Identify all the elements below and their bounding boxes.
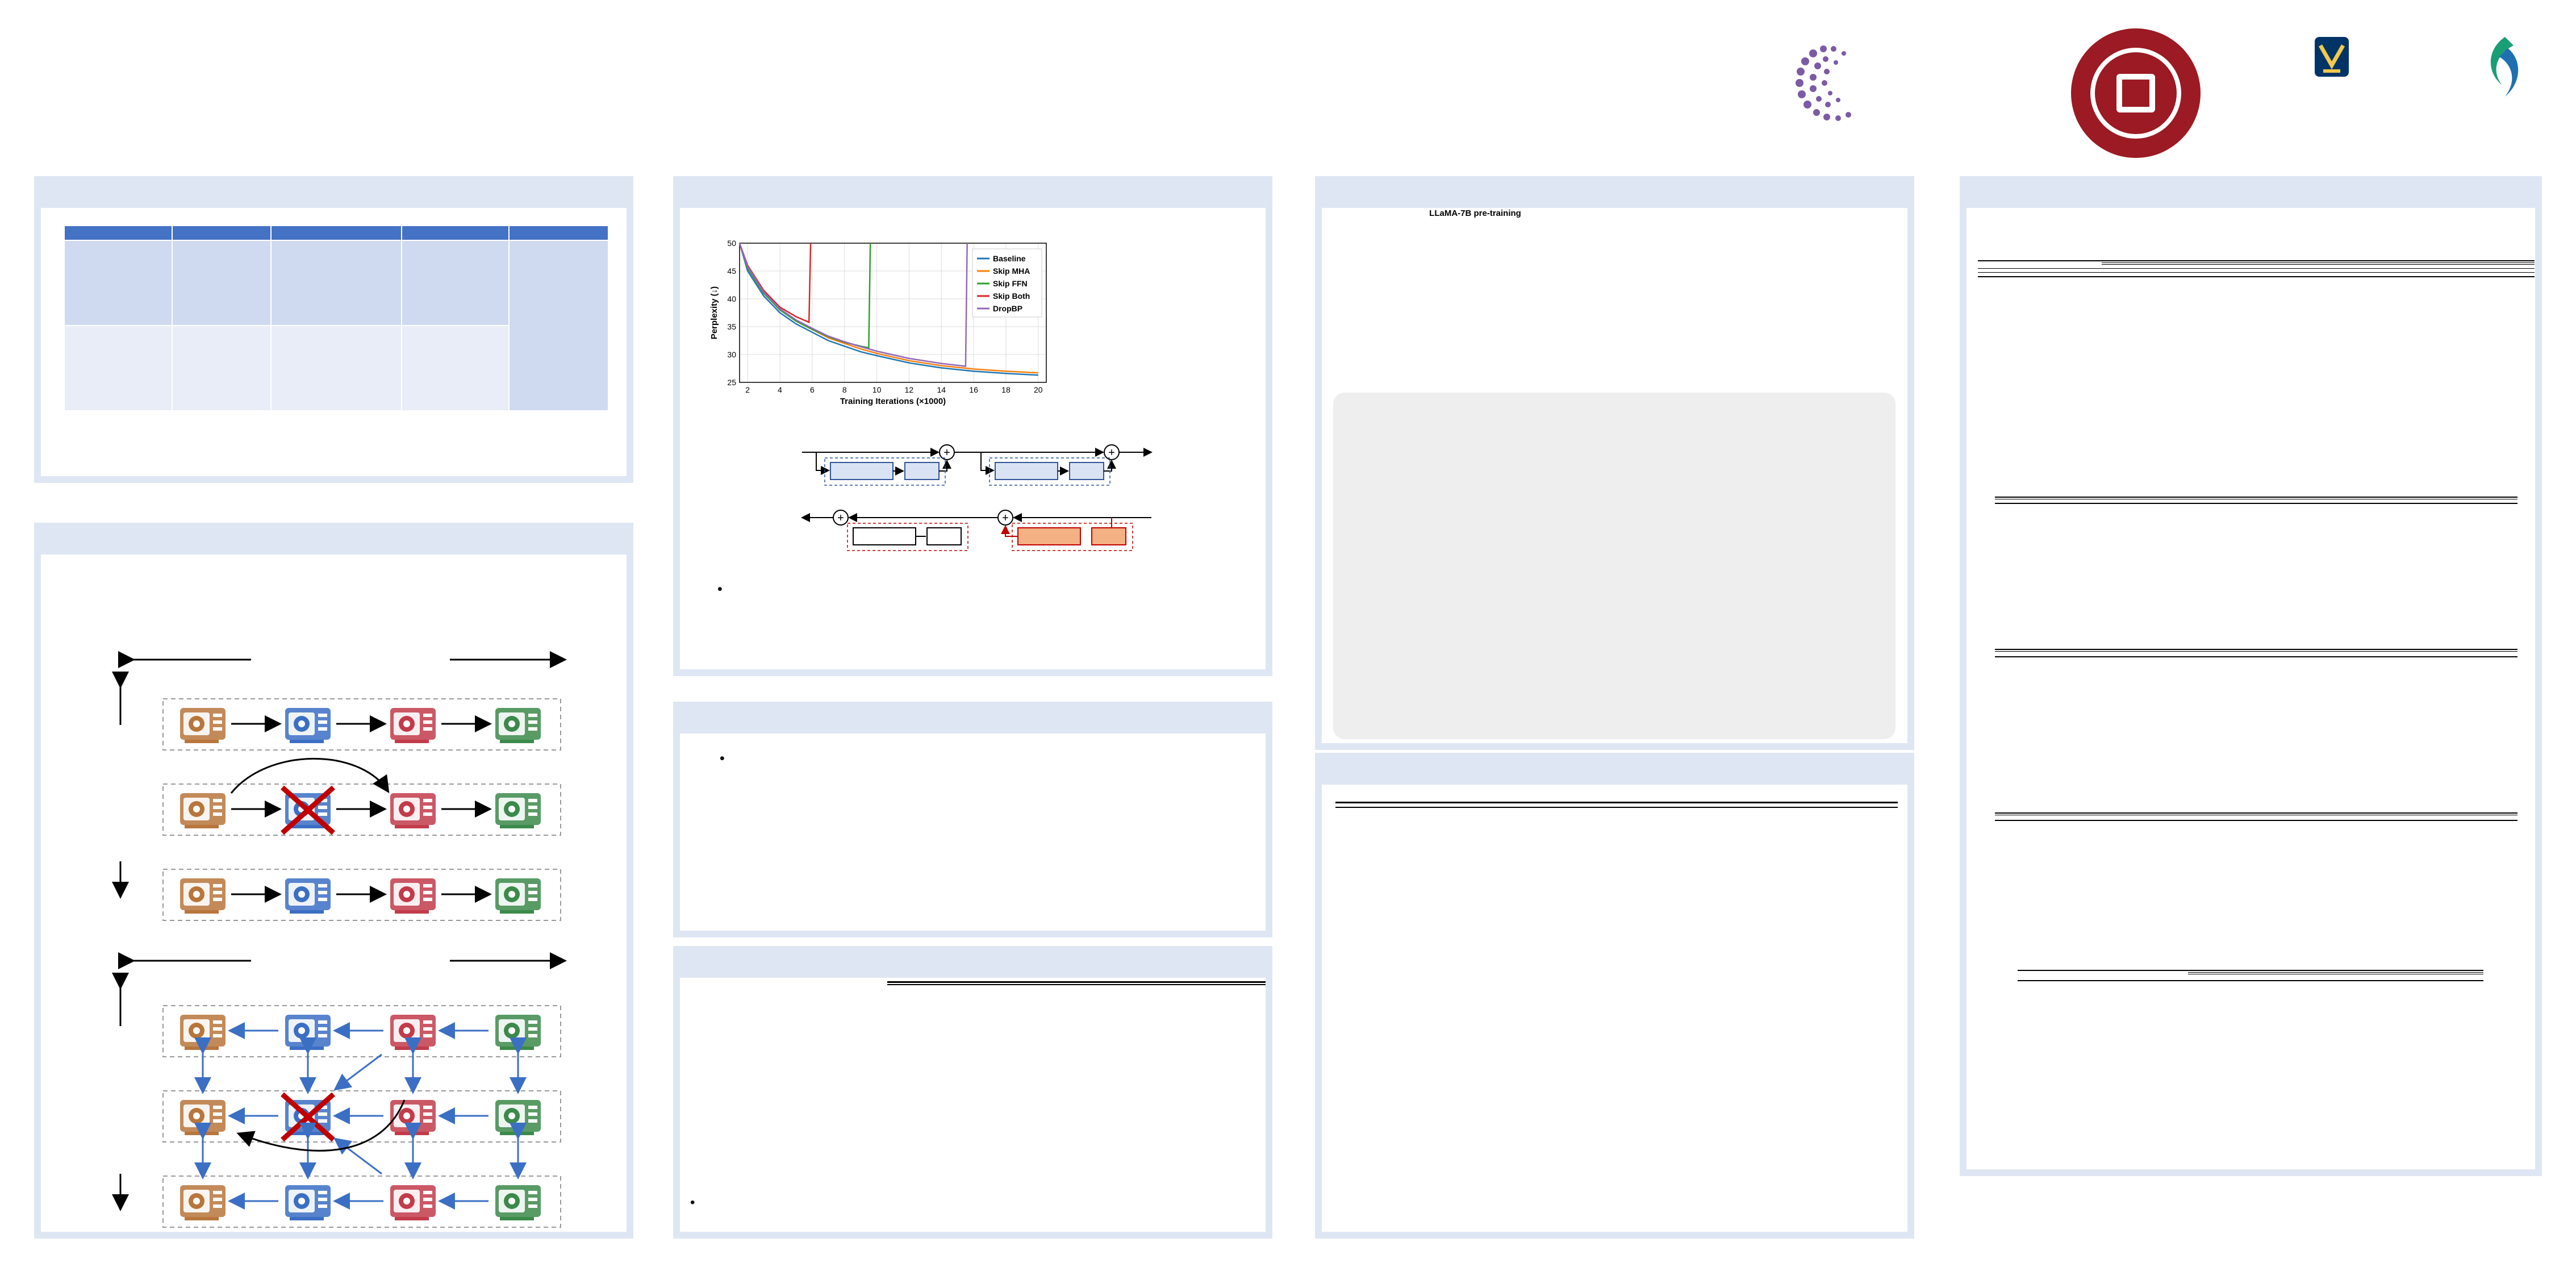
gpu-icon (390, 708, 436, 743)
gpu-icon (495, 708, 541, 743)
table-row (2018, 979, 2483, 981)
cell (2099, 502, 2204, 503)
validation-section (1978, 493, 2535, 504)
finetune-table (1995, 812, 2517, 821)
x-tick-label: 10 (872, 385, 882, 394)
cell (2361, 819, 2413, 820)
col-100k-estimate (509, 226, 608, 240)
cell (64, 326, 172, 411)
cell (2256, 655, 2343, 657)
x-tick-label: 2 (745, 385, 750, 394)
cell (2413, 502, 2517, 503)
cell (2169, 655, 2256, 657)
gpu-icon (180, 793, 226, 828)
x-tick-label: 14 (937, 385, 946, 394)
mha-box (927, 528, 961, 545)
legend-entry: DropBP (993, 304, 1023, 313)
motivation-panel (34, 176, 633, 483)
gpu-icon (495, 1185, 541, 1220)
cell (2431, 655, 2517, 657)
layernorm-box (853, 528, 916, 545)
x-tick-label: 8 (842, 385, 847, 394)
cell (2018, 979, 2188, 981)
y-tick-label: 30 (727, 350, 736, 359)
gpu-icon (495, 1015, 541, 1050)
layernorm-box (1018, 528, 1080, 545)
backward-gpu-grid (163, 1006, 561, 1227)
neurips-mark-icon (1784, 32, 2113, 131)
legend-entry: Skip MHA (993, 266, 1030, 276)
gpu-icon (285, 1185, 331, 1220)
technique-2-panel (673, 702, 1272, 937)
gpu-icon (285, 1015, 331, 1050)
gpu-icon (180, 1100, 226, 1135)
table-row (1995, 819, 2517, 820)
gpu-icon (390, 1100, 436, 1135)
x-tick-label: 6 (809, 385, 815, 394)
cell (2421, 979, 2483, 981)
gpu-icon (495, 878, 541, 914)
col-model (172, 226, 272, 240)
cell (1995, 502, 2099, 503)
validation-table (1995, 497, 2517, 504)
cell (2336, 979, 2421, 981)
layernorm-box (830, 462, 893, 480)
legend-entry: Skip FFN (993, 279, 1028, 288)
algorithm-3 (887, 981, 1266, 985)
qr-code-icon[interactable] (2514, 1199, 2576, 1261)
cell (1995, 819, 2047, 820)
cell (2273, 979, 2336, 981)
series-line-skip-ffn (740, 243, 870, 348)
gpu-icon (285, 708, 331, 743)
histogram-title: LLaMA-7B pre-training (1429, 209, 1521, 218)
algorithm-overview-panel (1315, 753, 1914, 1239)
ffn-box (1092, 528, 1126, 545)
cell (64, 240, 172, 326)
gpu-icon (180, 1015, 226, 1050)
cell (2465, 819, 2517, 820)
col-availability (402, 226, 510, 240)
cell (2102, 275, 2164, 277)
cell (2040, 275, 2102, 277)
convergence-panel (1315, 176, 1914, 750)
legend-entry: Skip Both (993, 291, 1030, 301)
parallelism-diagram (41, 555, 626, 1232)
cell (402, 326, 510, 411)
cell (2204, 502, 2308, 503)
gpu-icon (495, 1100, 541, 1135)
hkust-crest-icon (2306, 34, 2357, 85)
reroute-arrow (231, 758, 387, 793)
gpu-icon (180, 708, 226, 743)
ffn-box (1070, 462, 1104, 480)
mha-box (905, 462, 939, 480)
cell (2411, 275, 2473, 277)
x-tick-label: 18 (1001, 385, 1011, 394)
cell (2256, 819, 2308, 820)
motivation-table (64, 225, 609, 411)
algorithm-1-title (1335, 802, 1898, 803)
neurips-logo (1784, 32, 2113, 131)
x-tick-label: 16 (969, 385, 978, 394)
zhejiang-lab-mark-icon (2474, 31, 2536, 105)
table-row (1995, 655, 2517, 657)
cell (2164, 275, 2226, 277)
series-line-dropbp (740, 243, 967, 366)
x-tick-label: 12 (904, 385, 914, 394)
algorithm-1 (1335, 802, 1898, 808)
table-row (1995, 502, 2517, 503)
forward-gpu-grid (163, 699, 561, 920)
cell (2349, 275, 2411, 277)
cell (2152, 819, 2204, 820)
gpu-icon (180, 878, 226, 914)
plus-icon: + (837, 512, 844, 524)
cell (271, 240, 402, 326)
series-line-skip-both (740, 243, 811, 322)
results-panel (1960, 176, 2542, 1176)
cell (1978, 275, 2040, 277)
x-tick-label: 4 (778, 385, 782, 394)
theory-box (1333, 393, 1896, 739)
cell (402, 240, 510, 326)
zeroshot-section (1978, 645, 2535, 657)
cell (2343, 655, 2430, 657)
y-tick-label: 50 (727, 239, 736, 248)
cell (2308, 502, 2413, 503)
histogram-single-batch (1322, 208, 1606, 356)
cell (2287, 275, 2349, 277)
zhejiang-lab-logo (2454, 31, 2556, 156)
gpu-icon (495, 793, 541, 828)
cell (2308, 819, 2361, 820)
ablation-section (1995, 966, 2517, 981)
pku-logo (2068, 25, 2204, 161)
table-row (1978, 275, 2535, 277)
cell (2473, 275, 2535, 277)
pku-seal-icon (2068, 25, 2204, 161)
plus-icon: + (943, 447, 950, 459)
cell (2188, 979, 2273, 981)
finetune-section (1978, 809, 2535, 821)
hkust-logo (2218, 34, 2445, 153)
legend-entry: Baseline (993, 254, 1026, 263)
y-tick-label: 40 (727, 294, 736, 303)
skip-connection-diagram (680, 435, 1248, 572)
plus-icon: + (1108, 447, 1115, 459)
cell (2082, 655, 2169, 657)
col-mtbf (271, 226, 402, 240)
table-row (64, 240, 608, 326)
overview-panel (34, 523, 633, 1239)
y-tick-label: 35 (727, 322, 736, 331)
cell (2413, 819, 2465, 820)
gpu-icon (390, 1015, 436, 1050)
cell (2226, 275, 2287, 277)
cell (1995, 655, 2082, 657)
gpu-icon (390, 878, 436, 914)
col-vendor (64, 226, 172, 240)
plus-icon: + (1002, 512, 1009, 524)
y-tick-label: 45 (727, 266, 736, 276)
x-tick-label: 20 (1034, 385, 1043, 394)
y-axis-label: Perplexity (↓) (709, 286, 719, 340)
cell (271, 326, 402, 411)
gpu-icon (180, 1185, 226, 1220)
cell (172, 240, 272, 326)
technique-3-panel (673, 946, 1272, 1239)
cell (2099, 819, 2152, 820)
x-axis-label: Training Iterations (×1000) (840, 397, 946, 406)
layernorm-box (995, 462, 1058, 480)
throughput-section (1978, 257, 2535, 277)
gpu-icon (390, 1185, 436, 1220)
zeroshot-table (1995, 649, 2517, 657)
qr-code-icon[interactable] (2425, 1199, 2488, 1261)
cell (172, 326, 272, 411)
cell-estimate (509, 240, 608, 411)
gpu-icon (390, 793, 436, 828)
technique-1-panel (673, 176, 1272, 676)
y-tick-label: 25 (727, 378, 736, 387)
throughput-table (1978, 260, 2535, 277)
gpu-icon (285, 878, 331, 914)
histogram-full-batch (1614, 208, 1898, 356)
ablation-line-chart (705, 237, 1058, 408)
cell (2047, 819, 2099, 820)
ablation-table (2018, 970, 2483, 981)
cell (2204, 819, 2256, 820)
